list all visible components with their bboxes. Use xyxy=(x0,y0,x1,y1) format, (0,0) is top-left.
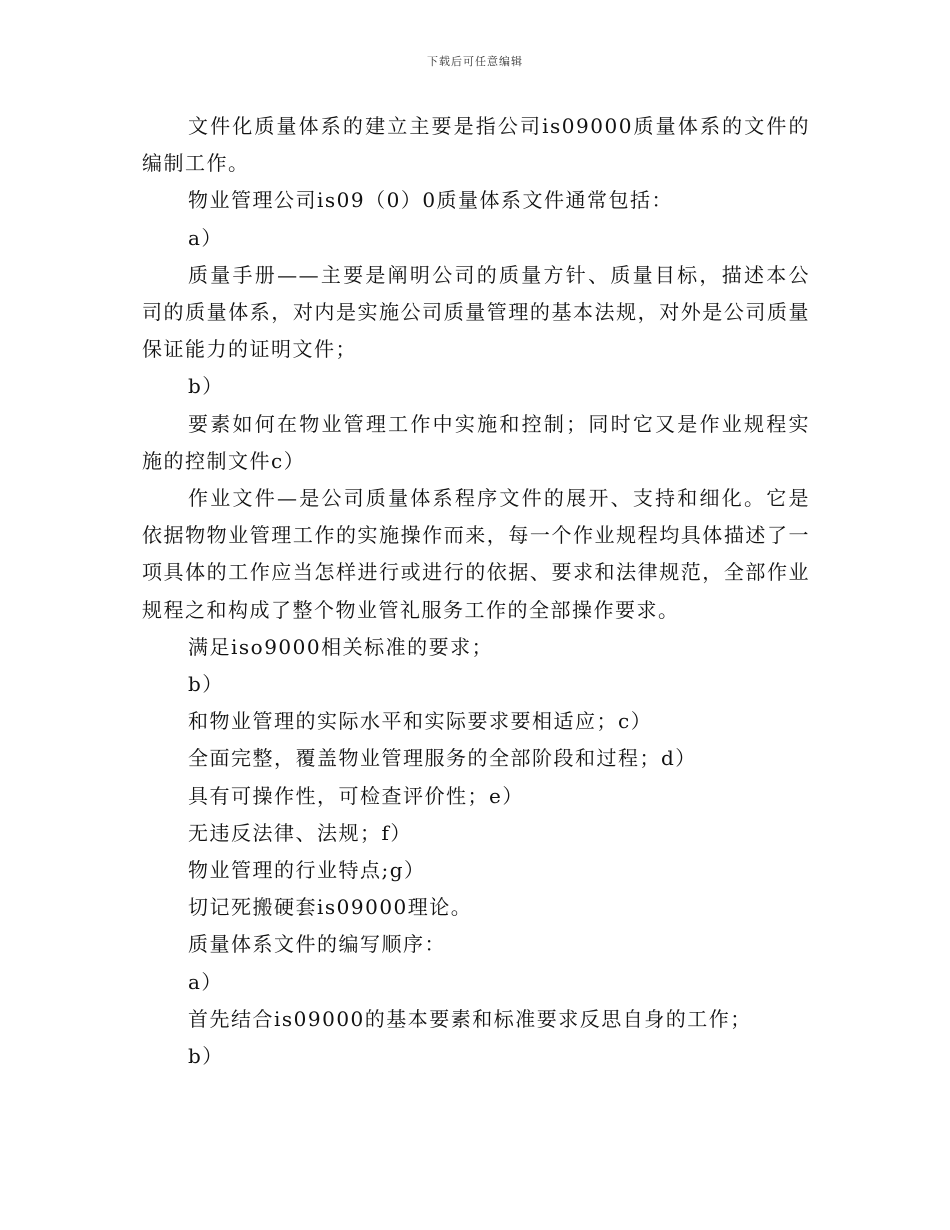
paragraph-11: 全面完整，覆盖物业管理服务的全部阶段和过程；d） xyxy=(188,746,697,771)
paragraph-2: 物业管理公司is09（0）0质量体系文件通常包括： xyxy=(188,188,674,213)
paragraph-14: 物业管理的行业特点;g） xyxy=(188,858,426,883)
paragraph-4: 质量手册——主要是阐明公司的质量方针、质量目标，描述本公司的质量体系，对内是实施公司质量管理的基本法规，对外是公司质量保证能力的证明文件； xyxy=(142,262,810,362)
paragraph-6: 要素如何在物业管理工作中实施和控制；同时它又是作业规程实施的控制文件c） xyxy=(142,411,810,473)
paragraph-15: 切记死搬硬套is09000理论。 xyxy=(188,895,473,920)
document-body xyxy=(142,108,810,1075)
paragraph-9: b） xyxy=(188,672,224,697)
paragraph-18: 首先结合is09000的基本要素和标准要求反思自身的工作； xyxy=(188,1006,752,1031)
paragraph-19: b） xyxy=(188,1044,224,1069)
paragraph-17: a） xyxy=(188,969,223,994)
paragraph-12: 具有可操作性，可检查评价性；e） xyxy=(188,783,524,808)
paragraph-5: b） xyxy=(188,374,224,399)
paragraph-16: 质量体系文件的编写顺序： xyxy=(188,932,446,957)
paragraph-1: 文件化质量体系的建立主要是指公司is09000质量体系的文件的编制工作。 xyxy=(142,114,810,176)
paragraph-8: 满足iso9000相关标准的要求； xyxy=(188,634,494,659)
paragraph-7: 作业文件—是公司质量体系程序文件的展开、支持和细化。它是依据物物业管理工作的实施操作而来，每一个作业规程均具体描述了一项具体的工作应当怎样进行或进行的依据、要求和法律规范，全部作业规程之和构成了整个物业管礼服务工作的全部操作要求。 xyxy=(142,486,810,622)
page-header: 下载后可任意编辑 xyxy=(427,55,523,68)
paragraph-3: a） xyxy=(188,225,223,250)
paragraph-10: 和物业管理的实际水平和实际要求要相适应；c） xyxy=(188,709,653,734)
paragraph-13: 无违反法律、法规；f） xyxy=(188,820,412,845)
